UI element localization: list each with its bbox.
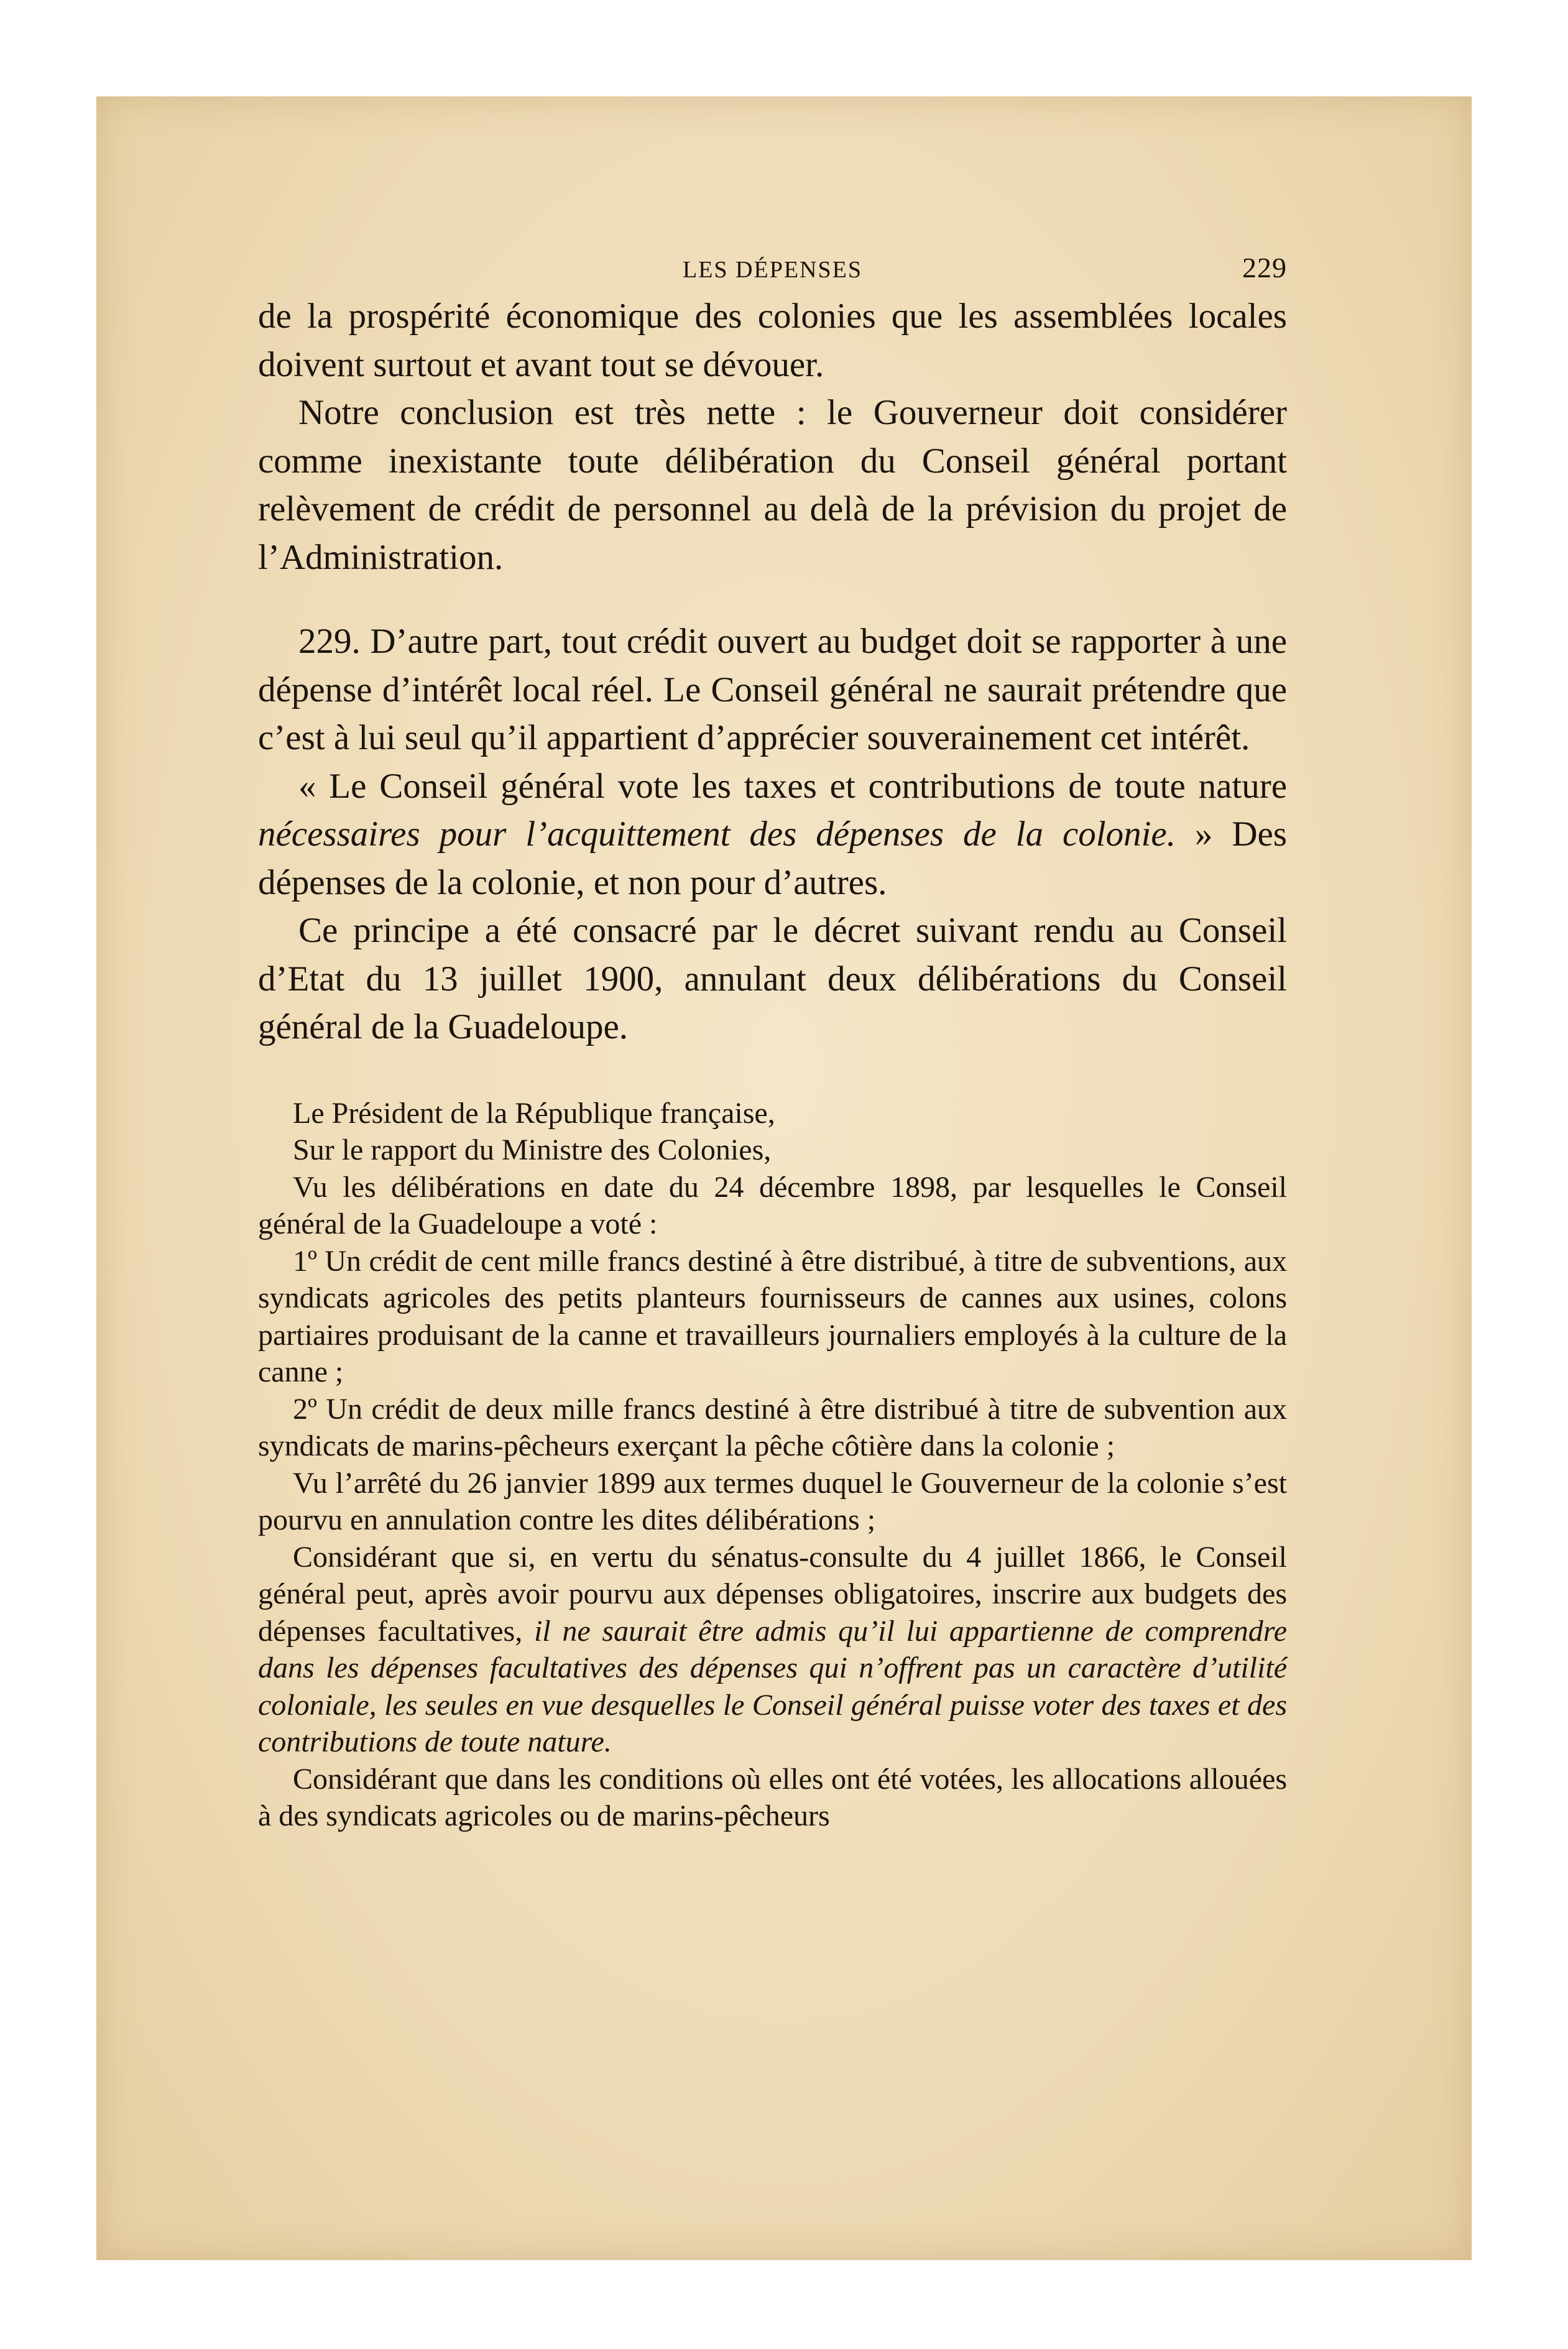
running-header: [258, 249, 1287, 292]
decree-line: [258, 1539, 1287, 1761]
decree-text: [258, 1095, 1287, 1835]
paragraph: Notre conclusion est très nette : le Gouverneur doit considérer comme inexistante toute délibération du Conseil général portant relèvement de crédit de personnel au delà de la prévision du projet de l’Administration.: [258, 393, 1287, 577]
decree-italic-run: il ne saurait être admis qu’il lui appartienne de comprendre dans les dépenses facultatives des dépenses qui n’offrent pas un caractère d’utilité coloniale, les seules en vue desquelles le Conseil général puisse voter des taxes et des contributions de toute nature.: [258, 1614, 1288, 1758]
paragraph: de la prospérité économique des colonies que les assemblées locales doivent surtout et avant tout se dévouer.: [258, 297, 1287, 384]
quote-text-end: » Des dépenses de la colonie, et non pour d’autres.: [258, 815, 1287, 902]
decree-line: 1º Un crédit de cent mille francs destiné à être distribué, à titre de subventions, aux syndicats agricoles des petits planteurs fournisseurs de cannes aux usines, colons partiaires produisant de la canne et travailleurs journaliers employés à la culture de la canne ;: [258, 1244, 1287, 1388]
decree-line: 2º Un crédit de deux mille francs destiné à être distribué à titre de subvention aux syndicats de marins-pêcheurs exerçant la pêche côtière dans la colonie ;: [258, 1392, 1287, 1462]
decree-text-run: Considérant que si, en vertu du sénatus-consulte du 4 juillet 1866, le Conseil général peut, après avoir pourvu aux dépenses obligatoires, inscrire aux budgets des dépenses facultatives,: [258, 1540, 1287, 1648]
decree-line: Le Président de la République française,: [293, 1096, 775, 1130]
running-title: LES DÉPENSES: [683, 257, 862, 283]
quote-text: « Le Conseil général vote les taxes et contributions de toute nature: [298, 766, 1287, 806]
decree-line: Sur le rapport du Ministre des Colonies,: [293, 1133, 772, 1166]
main-text: [258, 292, 1287, 1051]
decree-line: Vu l’arrêté du 26 janvier 1899 aux termes duquel le Gouverneur de la colonie s’est pourvu en annulation contre les dites délibérations ;: [258, 1466, 1287, 1536]
page-number: 229: [1242, 252, 1287, 284]
decree-line: Vu les délibérations en date du 24 décembre 1898, par lesquelles le Conseil général de la Guadeloupe a voté :: [258, 1170, 1287, 1240]
paragraph-229: 229. D’autre part, tout crédit ouvert au budget doit se rapporter à une dépense d’intérêt local réel. Le Conseil général ne saurait prétendre que c’est à lui seul qu’il appartient d’apprécier souverainement cet intérêt.: [258, 622, 1287, 757]
paragraph: Ce principe a été consacré par le décret suivant rendu au Conseil d’Etat du 13 juillet 1900, annulant deux délibérations du Conseil général de la Guadeloupe.: [258, 911, 1287, 1046]
page-content: [258, 249, 1287, 1835]
quote-italic-text: nécessaires pour l’acquittement des dépenses de la colonie.: [258, 815, 1176, 854]
quoted-paragraph: [258, 762, 1287, 907]
decree-line: Considérant que dans les conditions où elles ont été votées, les allocations allouées à des syndicats agricoles ou de marins-pêcheurs: [258, 1762, 1287, 1832]
